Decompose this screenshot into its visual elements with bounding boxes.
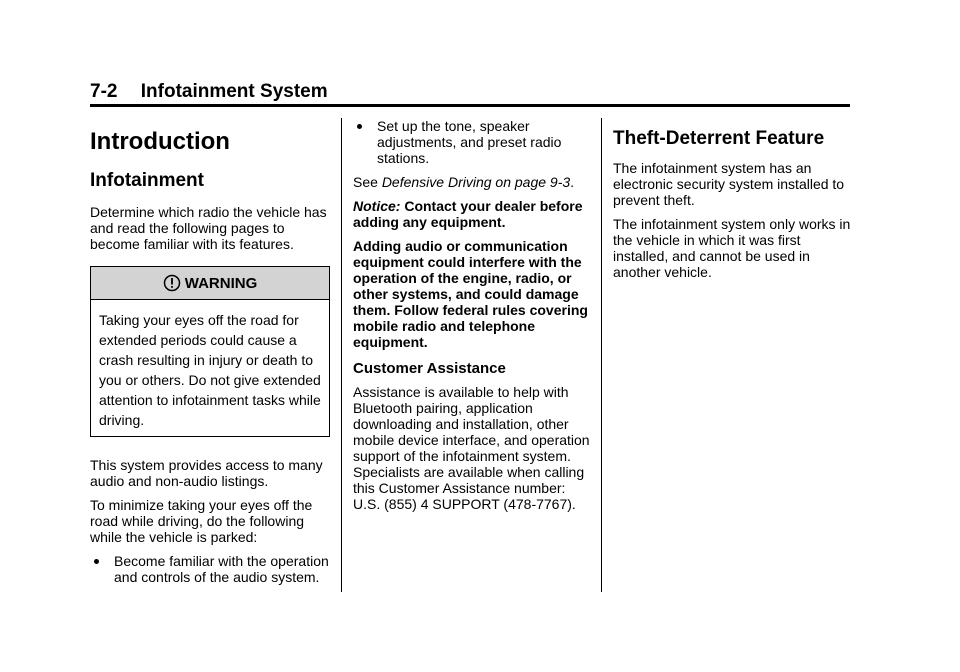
warning-box	[90, 266, 330, 437]
header-rule	[90, 104, 850, 107]
equipment-warning-paragraph: Adding audio or communication equipment could interfere with the operation of the engine, radio, or other systems, and could damage them. Follow federal rules covering mobile radio and telephone equipment.	[353, 238, 588, 350]
see-suffix: .	[570, 174, 575, 190]
page-title: Introduction	[90, 128, 230, 155]
column-2	[353, 118, 591, 520]
theft-paragraph-1: The infotainment system has an electronic security system installed to prevent theft.	[613, 160, 845, 208]
subtitle-infotainment: Infotainment	[90, 170, 204, 191]
paragraph-access: This system provides access to many audio and non-audio listings.	[90, 457, 323, 489]
paragraph-minimize: To minimize taking your eyes off the road while driving, do the following while the vehicle is parked:	[90, 497, 313, 545]
customer-assistance-heading: Customer Assistance	[353, 360, 506, 377]
page-header	[90, 80, 850, 104]
warning-icon	[163, 274, 181, 292]
warning-header	[91, 267, 329, 300]
customer-assistance-phone: U.S. (855) 4 SUPPORT (478-7767).	[353, 496, 576, 512]
column-divider-1	[341, 118, 342, 592]
see-reference	[353, 174, 591, 190]
theft-paragraph-2: The infotainment system only works in the vehicle in which it was first installed, and cannot be used in another vehicle.	[613, 216, 851, 280]
see-prefix: See	[353, 174, 378, 190]
page-number: 7-2	[90, 81, 118, 102]
notice-text: Contact your dealer before adding any equipment.	[353, 198, 583, 230]
intro-paragraph: Determine which radio the vehicle has and read the following pages to become familiar with its features.	[90, 204, 327, 252]
list-item	[90, 553, 330, 585]
bullet-text: Become familiar with the operation and controls of the audio system.	[114, 553, 329, 585]
column-3	[613, 118, 853, 288]
bullet-text: Set up the tone, speaker adjustments, and preset radio stations.	[377, 118, 562, 166]
notice-paragraph	[353, 198, 591, 230]
cross-reference-link[interactable]: Defensive Driving on page 9-3	[381, 174, 571, 190]
warning-text: Taking your eyes off the road for extended periods could cause a crash resulting in injury or death to you or others. Do not give extended attention to infotainment tasks while driving.	[99, 312, 321, 428]
section-title: Infotainment System	[140, 81, 328, 102]
bullet-icon	[94, 559, 99, 564]
notice-label: Notice:	[353, 198, 401, 214]
column-1	[90, 118, 330, 593]
warning-label: WARNING	[184, 274, 258, 292]
column-divider-2	[601, 118, 602, 592]
bullet-icon	[357, 124, 362, 129]
list-item	[353, 118, 591, 166]
customer-assistance-text: Assistance is available to help with Bluetooth pairing, application downloading and installation, other mobile device interface, and operation support of the infotainment system. Specialists are available when calling this Customer Assistance number:	[353, 384, 590, 496]
theft-deterrent-heading: Theft-Deterrent Feature	[613, 128, 825, 149]
